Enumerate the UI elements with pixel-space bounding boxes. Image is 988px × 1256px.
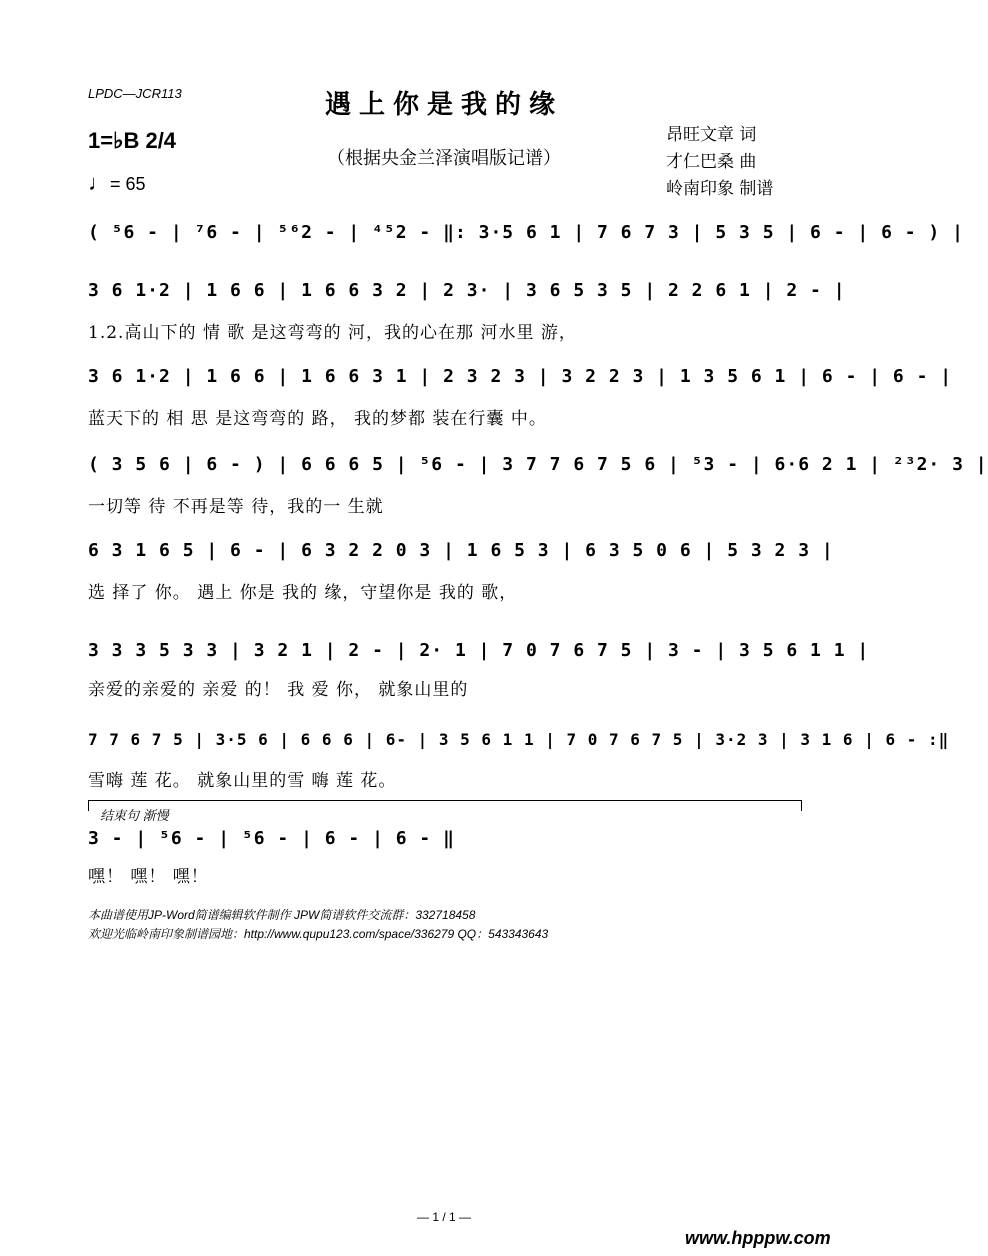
footer-line-2: 欢迎光临岭南印象制谱园地：http://www.qupu123.com/space/336279 QQ：543343643 — [88, 927, 549, 941]
staff-line-5: 6 3 1 6 5 | 6 - | 6 3 2 2 0 3 | 1 6 5 3 | 6 3 5 0 6 | 5 3 2 3 | — [88, 540, 834, 561]
lyric-line-5: 选 择了 你。 遇上 你是 我的 缘，守望你是 我的 歌， — [88, 583, 518, 603]
key-signature: 1=♭B 2/4 — [88, 128, 177, 153]
staff-line-7: 7 7 6 7 5 | 3·5 6 | 6 6 6 | 6- | 3 5 6 1 1 | 7 0 7 6 7 5 | 3·2 3 | 3 1 6 | 6 - :‖ — [88, 730, 950, 749]
lyric-line-4: 一切等 待 不再是等 待，我的一 生就 — [88, 497, 384, 517]
composer-credit: 才仁巴桑 曲 — [666, 152, 757, 172]
staff-line-6: 3 3 3 5 3 3 | 3 2 1 | 2 - | 2· 1 | 7 0 7 6 7 5 | 3 - | 3 5 6 1 1 | — [88, 640, 870, 661]
lyric-line-2: 1.2.高山下的 情 歌 是这弯弯的 河，我的心在那 河水里 游， — [88, 323, 577, 343]
staff-line-1: ( ⁵6 - | ⁷6 - | ⁵⁶2 - | ⁴⁵2 - ‖: 3·5 6 1 | 7 6 7 3 | 5 3 5 | 6 - | 6 - ) | — [88, 222, 964, 243]
score-code: LPDC—JCR113 — [88, 86, 182, 101]
lyric-line-7: 雪嗨 莲 花。 就象山里的雪 嗨 莲 花。 — [88, 771, 397, 791]
site-watermark: www.hpppw.com — [685, 1228, 831, 1248]
staff-line-3: 3 6 1·2 | 1 6 6 | 1 6 6 3 1 | 2 3 2 3 | 3 2 2 3 | 1 3 5 6 1 | 6 - | 6 - | — [88, 366, 953, 387]
song-subtitle: （根据央金兰泽演唱版记谱） — [327, 148, 561, 169]
coda-bracket — [88, 800, 802, 811]
page-number: — 1 / 1 — — [416, 1210, 472, 1224]
lyric-line-6: 亲爱的亲爱的 亲爱 的！ 我 爱 你， 就象山里的 — [88, 680, 469, 700]
arranger-credit: 岭南印象 制谱 — [666, 179, 774, 199]
lyricist-credit: 昂旺文章 词 — [666, 125, 757, 145]
staff-line-4: ( 3 5 6 | 6 - ) | 6 6 6 5 | ⁵6 - | 3 7 7 6 7 5 6 | ⁵3 - | 6·6 2 1 | ²³2· 3 | — [88, 454, 988, 475]
song-title: 遇上你是我的缘 — [324, 90, 563, 120]
coda-label: 结束句 渐慢 — [100, 808, 169, 823]
coda-staff: 3 - | ⁵6 - | ⁵6 - | 6 - | 6 - ‖ — [88, 828, 455, 849]
quarter-note-icon: ♩ — [88, 170, 110, 195]
tempo-marking — [88, 170, 146, 196]
staff-line-2: 3 6 1·2 | 1 6 6 | 1 6 6 3 2 | 2 3· | 3 6 5 3 5 | 2 2 6 1 | 2 - | — [88, 280, 846, 301]
footer-line-1: 本曲谱使用JP-Word简谱编辑软件制作 JPW简谱软件交流群：332718458 — [88, 908, 476, 922]
lyric-line-3: 蓝天下的 相 思 是这弯弯的 路， 我的梦都 装在行囊 中。 — [88, 409, 547, 429]
tempo-value: = 65 — [110, 174, 146, 194]
coda-lyric: 嘿！ 嘿！ 嘿！ — [88, 867, 209, 887]
